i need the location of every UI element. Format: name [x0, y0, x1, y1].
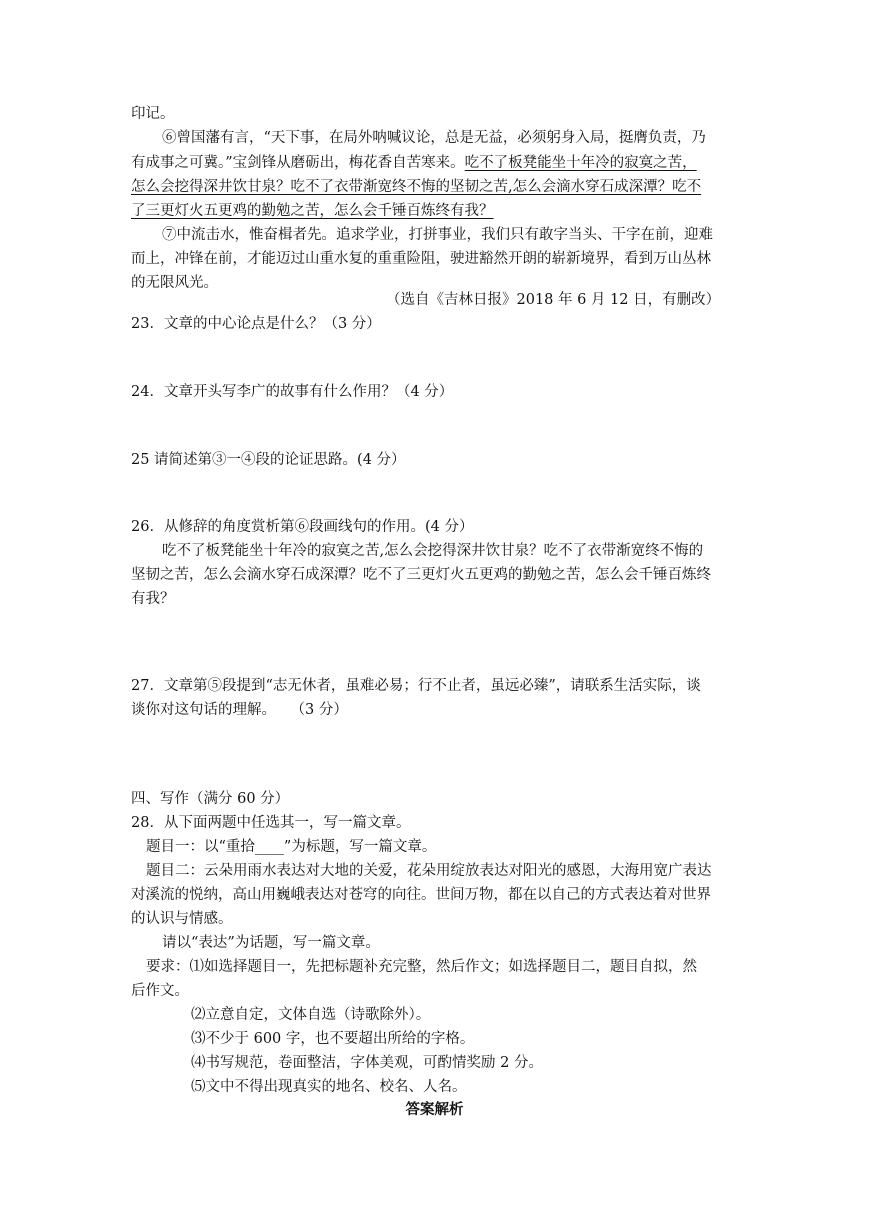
requirement-3: ⑶不少于 600 字，也不要超出所给的字格。: [191, 1031, 475, 1047]
source-note: （选自《吉林日报》2018 年 6 月 12 日，有删改）: [386, 292, 721, 308]
question-24: 24．文章开头写李广的故事有什么作用？（4 分）: [131, 384, 454, 400]
question-27: 27．文章第⑤段提到“志无休者，虽难必易；行不止者，虽远必臻”，请联系生活实际，谈: [131, 678, 701, 694]
quoted-text: 坚韧之苦，怎么会滴水穿石成深潭？吃不了三更灯火五更鸡的勤勉之苦，怎么会千锤百炼终: [131, 567, 711, 583]
question-27-cont: 谈你对这句话的理解。 （3 分）: [131, 702, 348, 718]
section-heading: 四、写作（满分 60 分）: [131, 791, 290, 807]
requirement-1-cont: 后作文。: [131, 983, 189, 999]
passage-line: 的无限风光。: [131, 275, 218, 291]
answer-heading: 答案解析: [405, 1101, 464, 1118]
question-26: 26．从修辞的角度赏析第⑥段画线句的作用。(4 分）: [131, 519, 474, 535]
passage-line: [131, 153, 697, 173]
requirement-1: 要求：⑴如选择题目一，先把标题补充完整，然后作文；如选择题目二，题目自拟，然: [146, 959, 697, 975]
plain-text: 有成事之可冀。”宝剑锋从磨砺出，梅花香自苦寒来。: [131, 155, 465, 171]
requirement-5: ⑸文中不得出现真实的地名、校名、人名。: [191, 1079, 467, 1095]
quoted-text: 吃不了板凳能坐十年冷的寂寞之苦,怎么会挖得深井饮甘泉？吃不了衣带渐宽终不悔的: [162, 543, 704, 559]
question-25: 25 请简述第③一④段的论证思路。(4 分）: [131, 452, 406, 468]
passage-line: 印记。: [131, 106, 175, 122]
passage-paragraph-6: ⑥曾国藩有言，“天下事，在局外呐喊议论，总是无益，必须躬身入局，挺膺负责，乃: [162, 130, 706, 146]
topic-1: 题目一：以“重拾____”为标题，写一篇文章。: [146, 839, 437, 855]
requirement-4: ⑷书写规范，卷面整洁，字体美观，可酌情奖励 2 分。: [191, 1055, 543, 1071]
requirement-2: ⑵立意自定，文体自选（诗歌除外）。: [191, 1007, 431, 1023]
topic-2-line: 对溪流的悦纳，高山用巍峨表达对苍穹的向往。世间万物，都在以自己的方式表达着对世界: [131, 887, 711, 903]
topic-2-line: 的认识与情感。: [131, 911, 233, 927]
question-28: 28．从下面两题中任选其一，写一篇文章。: [131, 815, 411, 831]
underlined-sentence: 怎么会挖得深井饮甘泉？吃不了衣带渐宽终不悔的坚韧之苦,怎么会滴水穿石成深潭？吃不: [131, 179, 702, 195]
topic-2: 题目二：云朵用雨水表达对大地的关爱，花朵用绽放表达对阳光的感恩，大海用宽广表达: [146, 863, 712, 879]
passage-line: 而上，冲锋在前，才能迈过山重水复的重重险阻，驶进豁然开朗的崭新境界，看到万山丛林: [131, 251, 711, 267]
question-23: 23．文章的中心论点是什么？（3 分）: [131, 316, 381, 332]
underlined-sentence: 了三更灯火五更鸡的勤勉之苦，怎么会千锤百炼终有我？: [131, 203, 494, 219]
passage-paragraph-7: ⑦中流击水，惟奋楫者先。追求学业，打拼事业，我们只有敢字当头、干字在前，迎难: [162, 227, 713, 243]
quoted-text: 有我？: [131, 591, 175, 607]
underlined-sentence: 吃不了板凳能坐十年冷的寂寞之苦，: [464, 155, 697, 171]
topic-2-prompt: 请以“表达”为话题，写一篇文章。: [162, 935, 380, 951]
